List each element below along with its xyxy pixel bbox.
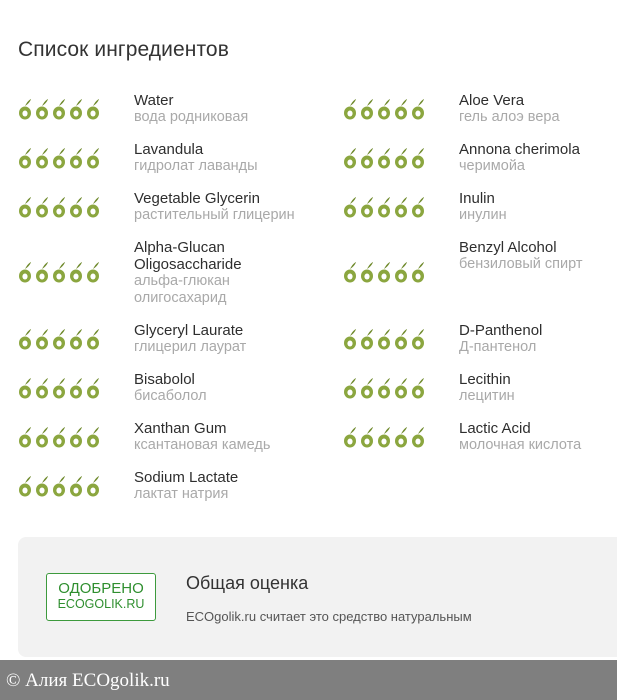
- rating-olives: [18, 327, 98, 351]
- olive-icon: [377, 425, 391, 449]
- ingredient-name-ru: растительный глицерин: [134, 207, 295, 223]
- olive-icon: [360, 327, 374, 351]
- olive-icon: [69, 146, 83, 170]
- ingredient-name-ru: лактат натрия: [134, 486, 229, 502]
- olive-icon: [411, 146, 425, 170]
- olive-icon: [18, 376, 32, 400]
- olive-icon: [35, 146, 49, 170]
- olive-icon: [394, 97, 408, 121]
- olive-icon: [377, 97, 391, 121]
- rating-olives: [343, 97, 423, 121]
- ingredient-name-en: Inulin: [459, 190, 495, 207]
- olive-icon: [343, 260, 357, 284]
- olive-icon: [86, 376, 100, 400]
- olive-icon: [86, 195, 100, 219]
- olive-icon: [69, 97, 83, 121]
- olive-icon: [86, 425, 100, 449]
- rating-olives: [343, 425, 423, 449]
- ingredient-name-ru-line2: олигосахарид: [134, 290, 227, 306]
- ingredient-name-ru: вода родниковая: [134, 109, 249, 125]
- olive-icon: [360, 195, 374, 219]
- ingredient-name-en: Sodium Lactate: [134, 469, 239, 486]
- ingredient-name-en: Lactic Acid: [459, 420, 531, 437]
- rating-olives: [18, 260, 98, 284]
- ingredient-name-en: Xanthan Gum: [134, 420, 227, 437]
- olive-icon: [52, 146, 66, 170]
- olive-icon: [52, 195, 66, 219]
- ingredient-name-ru: лецитин: [459, 388, 515, 404]
- olive-icon: [411, 376, 425, 400]
- olive-icon: [69, 195, 83, 219]
- olive-icon: [35, 425, 49, 449]
- ingredient-name-ru: Д-пантенол: [459, 339, 537, 355]
- olive-icon: [360, 260, 374, 284]
- olive-icon: [18, 474, 32, 498]
- olive-icon: [52, 376, 66, 400]
- rating-olives: [343, 195, 423, 219]
- ingredient-name-ru: бензиловый спирт: [459, 256, 583, 272]
- olive-icon: [343, 146, 357, 170]
- ingredient-name-ru: ксантановая камедь: [134, 437, 271, 453]
- ingredient-name-en: Vegetable Glycerin: [134, 190, 260, 207]
- rating-olives: [18, 195, 98, 219]
- rating-olives: [343, 376, 423, 400]
- olive-icon: [86, 146, 100, 170]
- olive-icon: [343, 376, 357, 400]
- olive-icon: [35, 260, 49, 284]
- olive-icon: [377, 260, 391, 284]
- olive-icon: [69, 327, 83, 351]
- ingredient-name-ru: молочная кислота: [459, 437, 582, 453]
- watermark-text: © Алия ECOgolik.ru: [6, 670, 170, 691]
- olive-icon: [69, 425, 83, 449]
- olive-icon: [86, 97, 100, 121]
- rating-olives: [18, 425, 98, 449]
- olive-icon: [394, 425, 408, 449]
- olive-icon: [18, 327, 32, 351]
- olive-icon: [69, 474, 83, 498]
- overall-rating-card: [18, 537, 617, 657]
- rating-olives: [18, 376, 98, 400]
- olive-icon: [86, 260, 100, 284]
- olive-icon: [86, 327, 100, 351]
- olive-icon: [69, 376, 83, 400]
- olive-icon: [343, 327, 357, 351]
- olive-icon: [343, 195, 357, 219]
- olive-icon: [411, 327, 425, 351]
- ingredient-name-en: D-Panthenol: [459, 322, 543, 339]
- ingredient-name-ru: инулин: [459, 207, 507, 223]
- olive-icon: [411, 425, 425, 449]
- olive-icon: [360, 146, 374, 170]
- badge-line2: ECOGOLIK.RU: [57, 597, 145, 611]
- ingredient-name-ru: гель алоэ вера: [459, 109, 560, 125]
- olive-icon: [18, 146, 32, 170]
- ingredient-name-en: Bisabolol: [134, 371, 195, 388]
- olive-icon: [360, 97, 374, 121]
- ingredient-name-en: Glyceryl Laurate: [134, 322, 244, 339]
- olive-icon: [69, 260, 83, 284]
- olive-icon: [18, 425, 32, 449]
- olive-icon: [18, 260, 32, 284]
- olive-icon: [52, 327, 66, 351]
- olive-icon: [411, 195, 425, 219]
- olive-icon: [52, 425, 66, 449]
- rating-olives: [343, 327, 423, 351]
- rating-olives: [343, 260, 423, 284]
- olive-icon: [52, 97, 66, 121]
- ingredient-name-en: Annona cherimola: [459, 141, 580, 158]
- ingredient-name-ru: черимойа: [459, 158, 525, 174]
- olive-icon: [411, 260, 425, 284]
- overall-rating-heading: Общая оценка: [186, 573, 309, 593]
- ingredient-name-ru: глицерил лаурат: [134, 339, 247, 355]
- olive-icon: [377, 327, 391, 351]
- olive-icon: [35, 327, 49, 351]
- ingredient-name-ru: бисаболол: [134, 388, 207, 404]
- olive-icon: [18, 97, 32, 121]
- ingredient-name-ru: гидролат лаванды: [134, 158, 258, 174]
- olive-icon: [411, 97, 425, 121]
- olive-icon: [35, 474, 49, 498]
- ingredient-name-en: Benzyl Alcohol: [459, 239, 557, 256]
- watermark-bar: [0, 660, 617, 700]
- rating-olives: [18, 97, 98, 121]
- olive-icon: [360, 425, 374, 449]
- olive-icon: [343, 425, 357, 449]
- olive-icon: [394, 327, 408, 351]
- olive-icon: [52, 260, 66, 284]
- ingredient-name-en: Water: [134, 92, 174, 109]
- olive-icon: [35, 376, 49, 400]
- olive-icon: [377, 195, 391, 219]
- approved-badge: [46, 573, 156, 621]
- ingredient-name-en-line2: Oligosaccharide: [134, 256, 242, 273]
- badge-line1: ОДОБРЕНО: [58, 580, 144, 597]
- ingredient-name-en: Aloe Vera: [459, 92, 525, 109]
- olive-icon: [35, 97, 49, 121]
- olive-icon: [394, 146, 408, 170]
- overall-rating-text: ECOgolik.ru считает это средство натуральным: [186, 609, 472, 624]
- olive-icon: [86, 474, 100, 498]
- ingredients-title: Список ингредиентов: [18, 38, 229, 61]
- olive-icon: [35, 195, 49, 219]
- olive-icon: [18, 195, 32, 219]
- rating-olives: [343, 146, 423, 170]
- ingredient-name-ru-line1: альфа-глюкан: [134, 273, 230, 289]
- olive-icon: [360, 376, 374, 400]
- olive-icon: [52, 474, 66, 498]
- rating-olives: [18, 474, 98, 498]
- olive-icon: [394, 376, 408, 400]
- olive-icon: [343, 97, 357, 121]
- olive-icon: [394, 260, 408, 284]
- ingredient-name-en-line1: Alpha-Glucan: [134, 239, 225, 256]
- ingredient-name-en: Lavandula: [134, 141, 204, 158]
- ingredient-name-en: Lecithin: [459, 371, 511, 388]
- olive-icon: [394, 195, 408, 219]
- olive-icon: [377, 146, 391, 170]
- rating-olives: [18, 146, 98, 170]
- olive-icon: [377, 376, 391, 400]
